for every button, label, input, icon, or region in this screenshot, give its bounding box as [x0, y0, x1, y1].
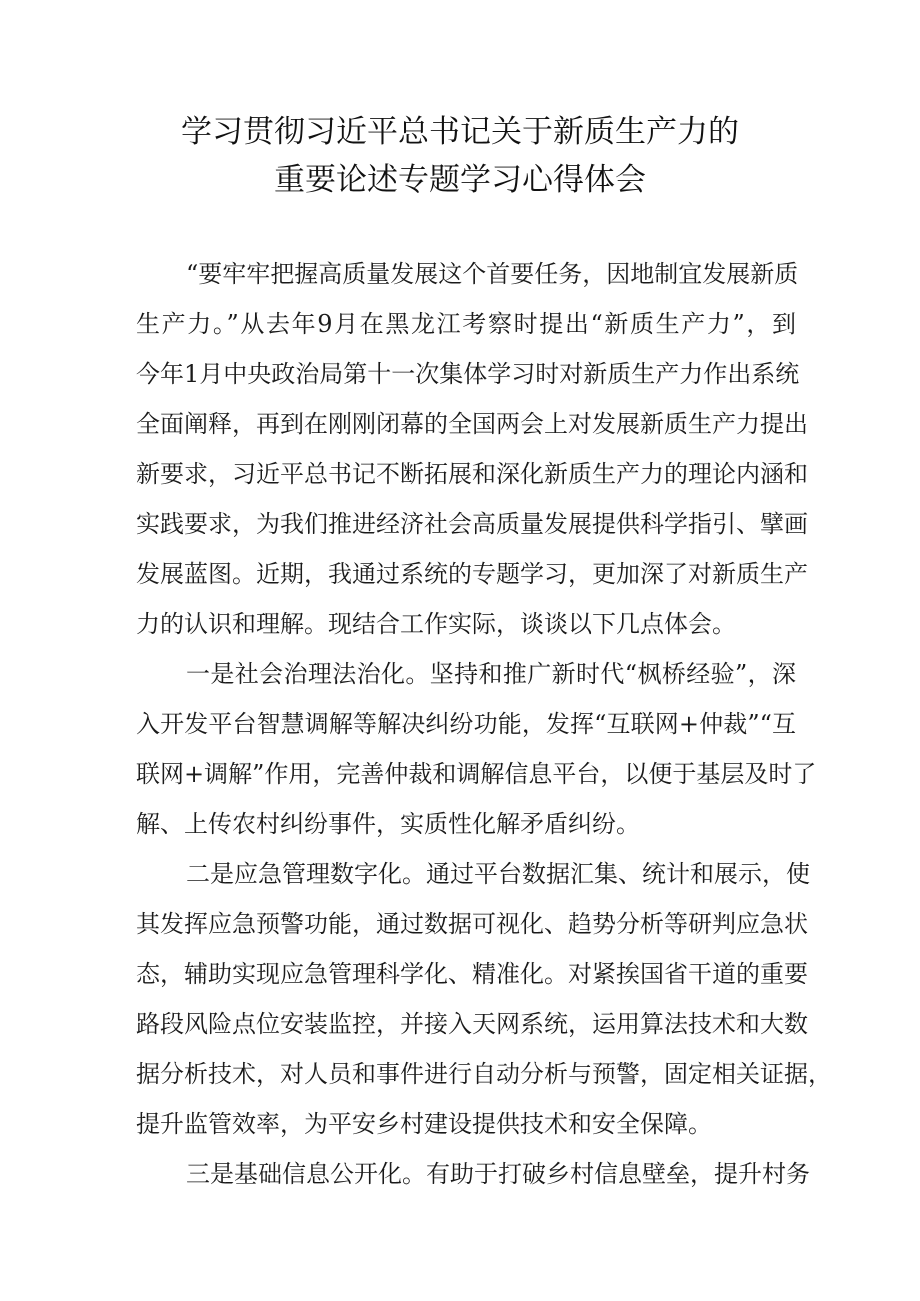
- paragraph-3-line: 其发挥应急预警功能，通过数据可视化、趋势分析等研判应急状: [136, 910, 808, 938]
- paragraph-2-line: 联网+调解”作用，完善仲裁和调解信息平台，以便于基层及时了: [136, 760, 817, 788]
- document-title-line-2: 重要论述专题学习心得体会: [274, 162, 646, 198]
- paragraph-2-line: 一是社会治理法治化。坚持和推广新时代“枫桥经验”，深: [186, 660, 796, 688]
- paragraph-1-line: 实践要求，为我们推进经济社会高质量发展提供科学指引、擘画: [136, 510, 808, 538]
- paragraph-1-line: 全面阐释，再到在刚刚闭幕的全国两会上对发展新质生产力提出: [136, 410, 808, 438]
- paragraph-2-line: 解、上传农村纠纷事件，实质性化解矛盾纠纷。: [136, 810, 640, 838]
- paragraph-2-line: 入开发平台智慧调解等解决纠纷功能，发挥“互联网+仲裁”“互: [136, 710, 796, 738]
- paragraph-1-line: 新要求，习近平总书记不断拓展和深化新质生产力的理论内涵和: [136, 460, 808, 488]
- paragraph-3-line: 据分析技术，对人员和事件进行自动分析与预警，固定相关证据，: [136, 1060, 832, 1088]
- paragraph-3-line: 提升监管效率，为平安乡村建设提供技术和安全保障。: [136, 1110, 712, 1138]
- paragraph-3-line: 二是应急管理数字化。通过平台数据汇集、统计和展示，使: [186, 860, 810, 888]
- paragraph-1-line: 生产力。”从去年9月在黑龙江考察时提出“新质生产力”，到: [136, 310, 796, 338]
- paragraph-1-line: 今年1月中央政治局第十一次集体学习时对新质生产力作出系统: [136, 360, 800, 388]
- paragraph-1-line: 发展蓝图。近期，我通过系统的专题学习，更加深了对新质生产: [136, 560, 808, 588]
- document-title-line-1: 学习贯彻习近平总书记关于新质生产力的: [181, 114, 739, 150]
- paragraph-3-line: 态，辅助实现应急管理科学化、精准化。对紧挨国省干道的重要: [136, 960, 808, 988]
- paragraph-3-line: 路段风险点位安装监控，并接入天网系统，运用算法技术和大数: [136, 1010, 808, 1038]
- paragraph-1-line: 力的认识和理解。现结合工作实际，谈谈以下几点体会。: [136, 610, 736, 638]
- paragraph-1-line: “要牢牢把握高质量发展这个首要任务，因地制宜发展新质: [186, 260, 799, 288]
- paragraph-4-line: 三是基础信息公开化。有助于打破乡村信息壁垒，提升村务: [186, 1160, 810, 1188]
